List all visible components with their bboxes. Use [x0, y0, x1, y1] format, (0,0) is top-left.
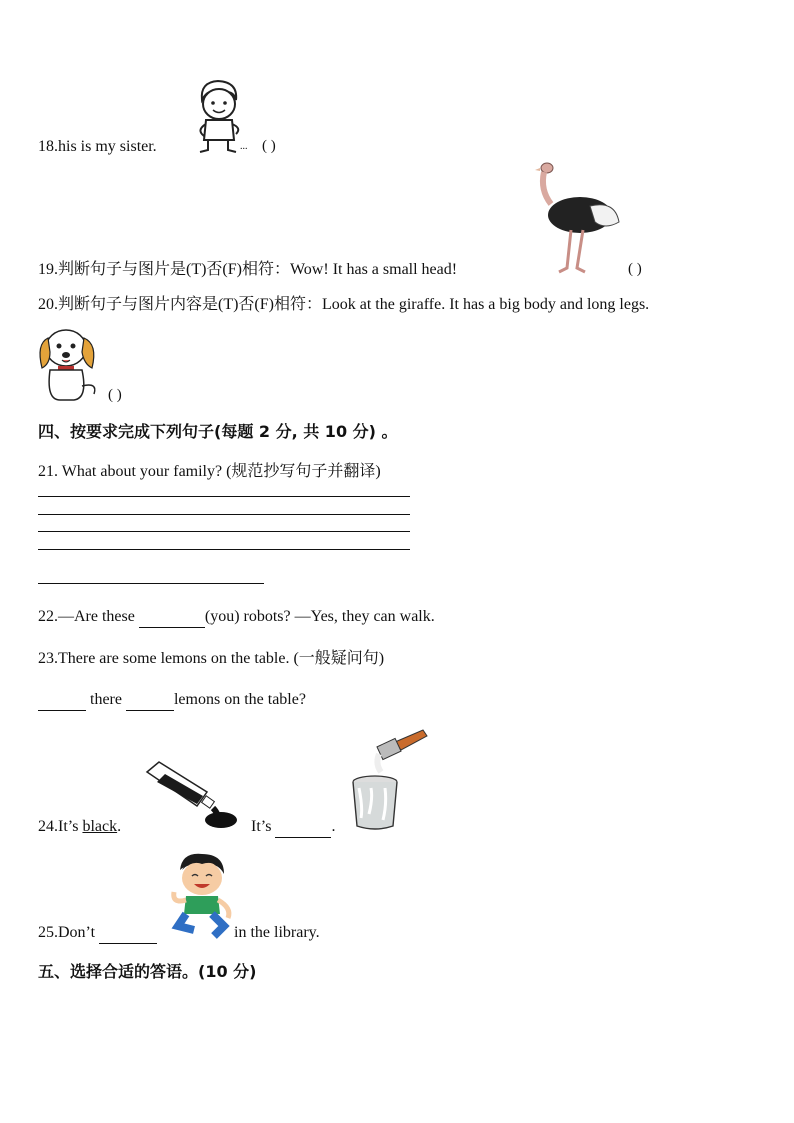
- q24-second-prefix: It’s: [251, 818, 272, 835]
- q21-text: 21. What about your family? (规范抄写句子并翻译): [38, 463, 381, 480]
- q23-blank-1[interactable]: [38, 690, 86, 711]
- q21-writing-line-4[interactable]: [38, 549, 410, 550]
- ostrich-icon: [535, 160, 620, 275]
- q24-end: .: [331, 818, 336, 835]
- q21-writing-line-1[interactable]: [38, 496, 410, 497]
- q24-line-1: [38, 817, 121, 837]
- q23-text: 23.There are some lemons on the table. (一般疑问句): [38, 650, 385, 667]
- q24-blank[interactable]: [275, 817, 331, 838]
- section-5-heading: 五、选择合适的答语。(10 分): [38, 962, 257, 981]
- q20-answer-paren[interactable]: ( ): [108, 387, 122, 403]
- q25-line: [38, 923, 157, 944]
- black-paint-tube-icon: [145, 762, 240, 830]
- section-4-heading: 四、按要求完成下列句子(每题 2 分, 共 10 分) 。: [38, 422, 398, 441]
- q19-answer-paren[interactable]: ( ): [628, 261, 642, 277]
- q25-blank[interactable]: [99, 923, 157, 944]
- q23-answer-line: [38, 690, 306, 711]
- q22-blank[interactable]: [139, 607, 205, 628]
- q21-translation-line[interactable]: [38, 583, 264, 584]
- white-paint-bucket-icon: [345, 728, 427, 832]
- q24-period: .: [117, 818, 122, 835]
- q25-prefix: 25.Don’t: [38, 924, 96, 941]
- q18-dots: ...: [240, 141, 248, 152]
- q24-prefix: 24.It’s: [38, 818, 83, 835]
- q24-line-2: [251, 817, 335, 838]
- q22-line: [38, 607, 435, 628]
- q22-prefix: 22.—Are these: [38, 608, 135, 625]
- q24-underlined-word: black: [82, 818, 118, 835]
- q21-writing-line-3[interactable]: [38, 531, 410, 532]
- puppy-icon: [36, 324, 100, 402]
- q18-text: 18.his is my sister.: [38, 138, 157, 155]
- q23-blank-2[interactable]: [126, 690, 174, 711]
- q23-rest: lemons on the table?: [173, 691, 306, 708]
- q21-writing-line-2[interactable]: [38, 514, 410, 515]
- q19-text: 19.判断句子与图片是(T)否(F)相符：Wow! It has a small head!: [38, 261, 458, 278]
- q22-rest: (you) robots? —Yes, they can walk.: [204, 608, 435, 625]
- q20-text: 20.判断句子与图片内容是(T)否(F)相符：Look at the giraffe. It has a big body and long legs.: [38, 296, 650, 313]
- q18-answer-paren[interactable]: ( ): [262, 138, 276, 154]
- q23-there: there: [90, 691, 122, 708]
- running-boy-icon: [168, 852, 236, 942]
- q25-end: in the library.: [234, 924, 320, 941]
